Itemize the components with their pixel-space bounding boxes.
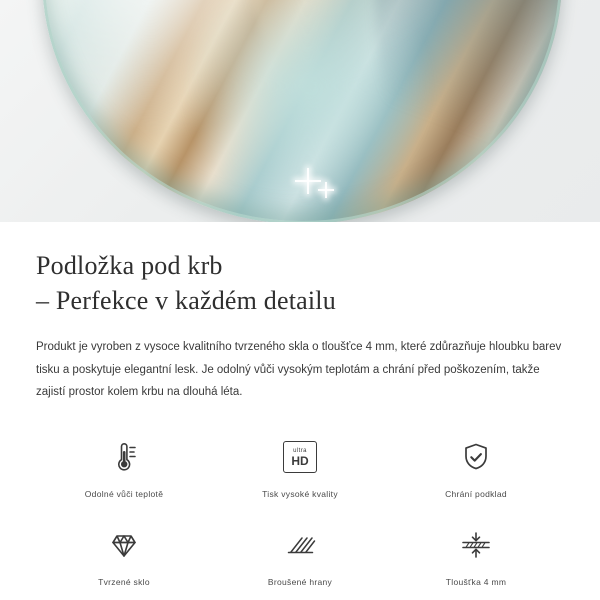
polished-edges-icon xyxy=(278,523,322,567)
feature-label: Tvrzené sklo xyxy=(98,577,150,588)
page-title-line-2: – Perfekce v každém detailu xyxy=(36,286,336,316)
feature-item-print-quality xyxy=(212,429,388,503)
feature-grid xyxy=(36,429,564,591)
thermometer-icon xyxy=(104,435,144,479)
feature-item-tempered-glass xyxy=(36,517,212,591)
feature-label: Odolné vůči teplotě xyxy=(84,489,164,500)
feature-label: Broušené hrany xyxy=(267,577,333,588)
hero-image xyxy=(0,0,600,222)
ultra-hd-badge-bottom: HD xyxy=(291,453,309,468)
feature-item-surface-protection xyxy=(388,429,564,503)
content-block xyxy=(0,222,600,591)
diamond-icon xyxy=(104,523,144,567)
page-title xyxy=(36,248,564,318)
feature-label: Chrání podklad xyxy=(445,489,507,500)
feature-label: Tisk vysoké kvality xyxy=(262,489,338,500)
page-title-line-1: Podložka pod krb xyxy=(36,251,223,280)
ultra-hd-badge-top: ultra xyxy=(293,447,307,454)
thickness-icon xyxy=(454,523,498,567)
feature-label: Tloušťka 4 mm xyxy=(445,577,507,588)
feature-item-thickness xyxy=(388,517,564,591)
shield-check-icon xyxy=(456,435,496,479)
ultra-hd-icon xyxy=(283,435,317,479)
feature-item-polished-edges xyxy=(212,517,388,591)
feature-item-temperature xyxy=(36,429,212,503)
product-description-text: Produkt je vyroben z vysoce kvalitního tvrzeného skla o tloušťce 4 mm, které zdůrazňuje hloubku barev tisku a poskytuje elegantní lesk. Je odolný vůči vysokým teplotám a chrání před poškozením, takže zajistí prostor kolem krbu na dlouhá léta. xyxy=(36,341,562,399)
